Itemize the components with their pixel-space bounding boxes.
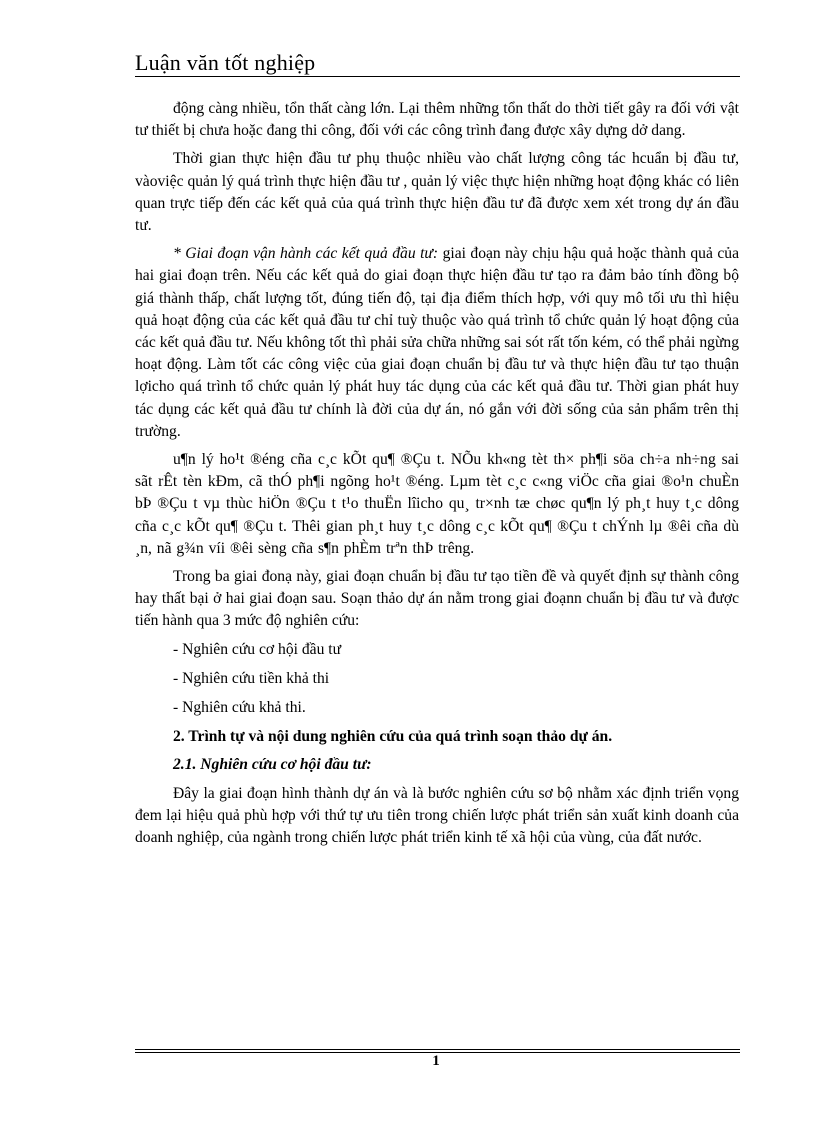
document-body: [135, 98, 739, 855]
paragraph-3: [135, 243, 739, 443]
paragraph-3-text: giai đoạn này chịu hậu quả hoặc thành quả của hai giai đoạn trên. Nếu các kết quả do giai đoạn thực hiện đầu tư tạo ra đảm bảo tính đồng bộ giá thành thấp, chất lượng tốt, đúng tiến độ, tại địa điểm thích hợp, với quy mô tối ưu thì hiệu quả hoạt động của các kết quả đầu tư chỉ tuỳ thuộc vào quá trình tổ chức quản lý hoạt động của các kết quả đầu tư. Nếu không tốt thì phải sửa chữa những sai sót rất tốn kém, có thể phải ngừng hoạt động. Làm tốt các công việc của giai đoạn chuẩn bị đầu tư và thực hiện đầu tư tạo thuận lợicho quá trình tổ chức quản lý phát huy tác dụng của các kết quả đầu tư. Thời gian phát huy tác dụng các kết quả đầu tư chính là đời của dự án, nó gắn với đời sống của sản phẩm trên thị trường.: [135, 245, 739, 440]
paragraph-4: Trong ba giai đonạ này, giai đoạn chuẩn bị đầu tư tạo tiền đề và quyết định sự thành công hay thất bại ở hai giai đoạn sau. Soạn thảo dự án nằm trong giai đoạnn chuẩn bị đầu tư và được tiến hành qua 3 mức độ nghiên cứu:: [135, 568, 739, 630]
list-item: - Nghiên cứu khả thi.: [173, 699, 306, 717]
footer-rule: [135, 1049, 740, 1050]
list-item: - Nghiên cứu cơ hội đầu tư: [173, 640, 342, 658]
paragraph-1: động càng nhiều, tổn thất càng lớn. Lại thêm những tổn thất do thời tiết gây ra đối với vật tư thiết bị chưa hoặc đang thi công, đối với các công trình đang được xây dựng dở dang.: [135, 100, 739, 140]
subsection-heading: 2.1. Nghiên cứu cơ hội đầu tư:: [173, 756, 372, 774]
page-number: 1: [432, 1053, 440, 1069]
paragraph-3-italic-lead: * Giai đoạn vận hành các kết quả đầu tư:: [173, 245, 439, 263]
section-heading: 2. Trình tự và nội dung nghiên cứu của quá trình soạn thảo dự án.: [173, 728, 613, 746]
paragraph-2: Thời gian thực hiện đầu tư phụ thuộc nhiều vào chất lượng công tác hcuẩn bị đầu tư, vàoviệc quản lý quá trình thực hiện đầu tư , quản lý việc thực hiện những hoạt động khác có liên quan trực tiếp đến các kết quả của quá trình thực hiện đầu tư đã được xem xét trong dự án đầu tư.: [135, 150, 739, 235]
paragraph-5: Đây la giai đoạn hình thành dự án và là bước nghiên cứu sơ bộ nhằm xác định triển vọng đem lại hiệu quả phù hợp với thứ tự ưu tiên trong chiến lược phát triển sản xuất kinh doanh của doanh nghiệp, của ngành trong chiến lược phát triển kinh tế xã hội của vùng, của đất nước.: [135, 784, 739, 847]
header-rule: [135, 76, 740, 77]
list-item: - Nghiên cứu tiền khả thi: [173, 669, 330, 687]
garbled-encoding-paragraph: u¶n lý ho¹t ®éng cña c¸c kÕt qu¶ ®Çu t. NÕu kh«ng tèt th× ph¶i söa ch÷a nh÷ng sai sãt rÊt tèn kÐm, cã thÓ ph¶i ngõng ho¹t ®éng. Lµm tèt c¸c c«ng viÖc cña giai ®o¹n chuÈn bÞ ®Çu t vµ thùc hiÖn ®Çu t t¹o thuËn lîicho qu¸ tr×nh tæ chøc qu¶n lý ph¸t huy t¸c dông cña c¸c kÕt qu¶ ®Çu t. Thêi gian ph¸t huy t¸c dông c¸c kÕt qu¶ ®Çu t chÝnh lµ ®êi cña dù ¸n, nã g¾n víi ®êi sèng cña s¶n phÈm trªn thÞ trêng.: [135, 451, 739, 557]
page-header: [135, 50, 740, 76]
header-title: Luận văn tốt nghiệp: [135, 50, 316, 75]
